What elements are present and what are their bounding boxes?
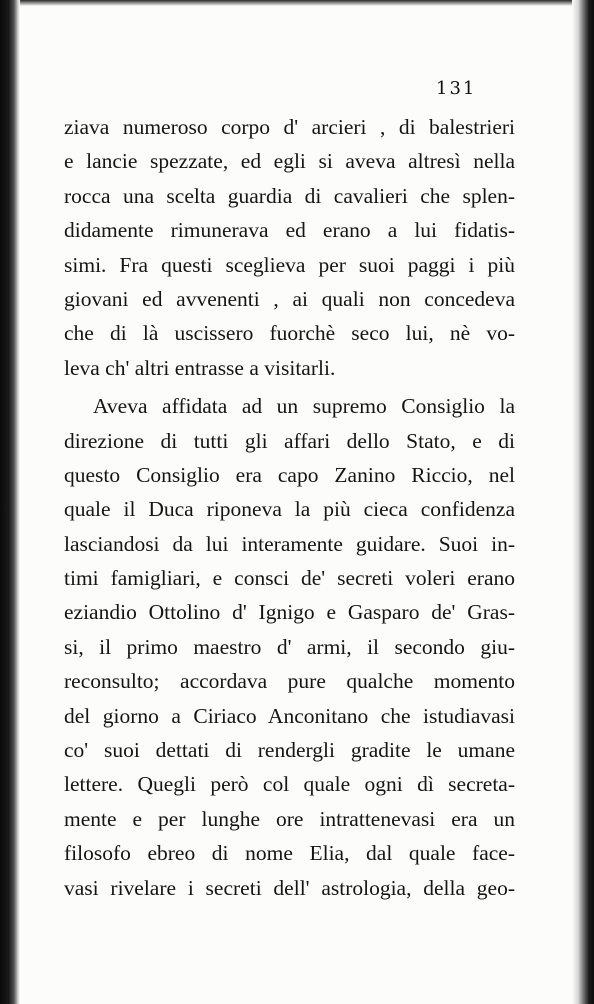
text-line: lasciandosi da lui interamente guidare. Suoi in- bbox=[64, 531, 515, 556]
text-line: si, il primo maestro d' armi, il secondo giu- bbox=[64, 634, 515, 659]
page-edge-shadow-right bbox=[572, 0, 594, 1004]
text-line: simi. Fra questi sceglieva per suoi paggi i più bbox=[64, 252, 515, 277]
page-top-shadow bbox=[0, 0, 594, 6]
body-text bbox=[64, 110, 515, 905]
text-line: quale il Duca riponeva la più cieca confidenza bbox=[64, 497, 515, 522]
text-line: ziava numeroso corpo d' arcieri , di balestrieri bbox=[64, 115, 515, 139]
text-line: mente e per lunghe ore intrattenevasi era un bbox=[64, 806, 515, 831]
text-line: timi famigliari, e consci de' secreti voleri erano bbox=[64, 566, 515, 591]
paragraph-1 bbox=[64, 110, 515, 385]
text-line: leva ch' altri entrasse a visitarli. bbox=[64, 355, 336, 380]
text-line: vasi rivelare i secreti dell' astrologia, della geo- bbox=[64, 875, 515, 900]
text-line: del giorno a Ciriaco Anconitano che istudiavasi bbox=[64, 703, 515, 728]
text-line: lettere. Quegli però col quale ogni dì secreta- bbox=[64, 772, 515, 797]
text-line: didamente rimunerava ed erano a lui fidatis- bbox=[64, 218, 515, 243]
text-line: giovani ed avvenenti , ai quali non concedeva bbox=[64, 286, 515, 311]
text-line: e lancie spezzate, ed egli si aveva altresì nella bbox=[64, 149, 515, 174]
text-line: reconsulto; accordava pure qualche momento bbox=[64, 669, 515, 694]
text-line: rocca una scelta guardia di cavalieri che splen- bbox=[64, 183, 515, 208]
paragraph-2 bbox=[64, 389, 515, 905]
text-line: Aveva affidata ad un supremo Consiglio la bbox=[93, 394, 515, 419]
binding-shadow-left bbox=[0, 0, 20, 1004]
text-line: questo Consiglio era capo Zanino Riccio, nel bbox=[64, 462, 515, 487]
page-number: 131 bbox=[436, 78, 477, 99]
text-line: eziandio Ottolino d' Ignigo e Gasparo de' Gras- bbox=[64, 600, 515, 625]
text-line: filosofo ebreo di nome Elia, dal quale face- bbox=[64, 841, 515, 866]
text-line: co' suoi dettati di rendergli gradite le umane bbox=[64, 738, 515, 763]
text-line: che di là uscissero fuorchè seco lui, nè vo- bbox=[64, 321, 515, 346]
text-line: direzione di tutti gli affari dello Stato, e di bbox=[64, 428, 515, 453]
